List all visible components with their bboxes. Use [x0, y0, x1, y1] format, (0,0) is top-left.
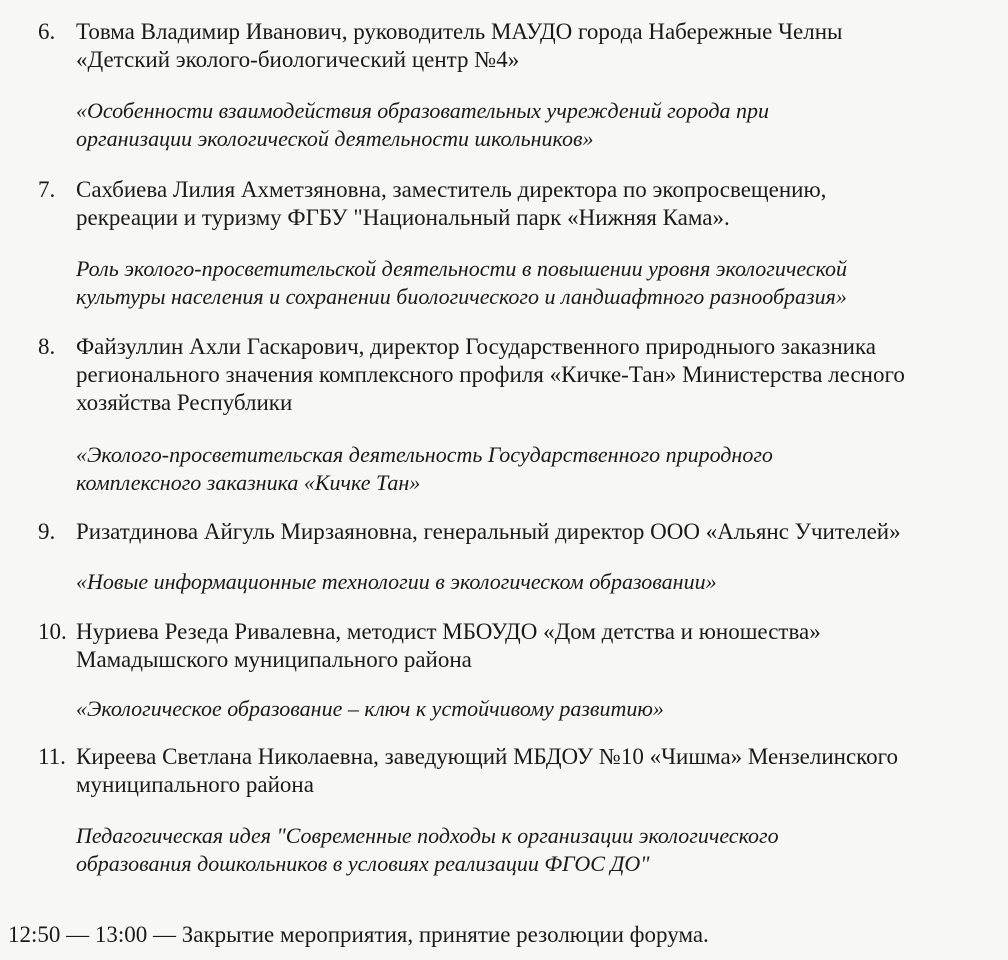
topic-line: культуры населения и сохранении биологического и ландшафтного разнообразия»: [76, 284, 847, 309]
speaker-info: [76, 333, 1008, 417]
item-number: 7.: [38, 177, 56, 202]
speaker-line: регионального значения комплексного профиля «Кичке-Тан» Министерства лесного: [76, 362, 905, 387]
speaker-line: Сахбиева Лилия Ахметзяновна, заместитель директора по экопросвещению,: [76, 177, 827, 202]
talk-topic: [76, 695, 1008, 723]
topic-line: Роль эколого-просветительской деятельности в повышении уровня экологической: [76, 256, 848, 281]
topic-line: комплексного заказника «Кичке Тан»: [76, 470, 421, 495]
speaker-line: рекреации и туризму ФГБУ "Национальный парк «Нижняя Кама».: [76, 205, 730, 230]
speaker-info: [76, 743, 1008, 799]
talk-topic: [76, 255, 1008, 311]
speaker-info: [76, 618, 1008, 674]
topic-line: «Особенности взаимодействия образовательных учреждений города при: [76, 98, 769, 123]
talk-topic: [76, 822, 1008, 878]
topic-line: «Эколого-просветительская деятельность Государственного природного: [76, 442, 773, 467]
item-number: 6.: [38, 19, 56, 44]
speaker-info: [76, 176, 1008, 232]
speaker-line: Мамадышского муниципального района: [76, 647, 472, 672]
talk-topic: [76, 441, 1008, 497]
speaker-line: муниципального района: [76, 772, 314, 797]
speaker-info: [76, 518, 1008, 546]
item-number: 9.: [38, 519, 56, 544]
speaker-line: хозяйства Республики: [76, 390, 293, 415]
speaker-line: «Детский эколого-биологический центр №4»: [76, 47, 520, 72]
speaker-line: Товма Владимир Иванович, руководитель МАУДО города Набережные Челны: [76, 19, 843, 44]
speaker-line: Ризатдинова Айгуль Мирзаяновна, генеральный директор ООО «Альянс Учителей»: [76, 519, 901, 544]
talk-topic: [76, 97, 1008, 153]
talk-topic: [76, 568, 1008, 596]
item-number: 10.: [38, 619, 67, 644]
speaker-line: Киреева Светлана Николаевна, заведующий МБДОУ №10 «Чишма» Мензелинского: [76, 744, 899, 769]
topic-line: организации экологической деятельности школьников»: [76, 126, 594, 151]
speaker-info: [76, 18, 1008, 74]
topic-line: образования дошкольников в условиях реализации ФГОС ДО": [76, 851, 650, 876]
topic-line: Педагогическая идея "Современные подходы к организации экологического: [76, 823, 779, 848]
speaker-line: Файзуллин Ахли Гаскарович, директор Государственного природныого заказника: [76, 334, 876, 359]
item-number: 11.: [38, 744, 66, 769]
closing-schedule-line: 12:50 — 13:00 — Закрытие мероприятия, принятие резолюции форума.: [8, 922, 709, 947]
topic-line: «Экологическое образование – ключ к устойчивому развитию»: [76, 696, 664, 721]
item-number: 8.: [38, 334, 56, 359]
speaker-line: Нуриева Резеда Ривалевна, методист МБОУДО «Дом детства и юношества»: [76, 619, 821, 644]
topic-line: «Новые информационные технологии в экологическом образовании»: [76, 569, 717, 594]
